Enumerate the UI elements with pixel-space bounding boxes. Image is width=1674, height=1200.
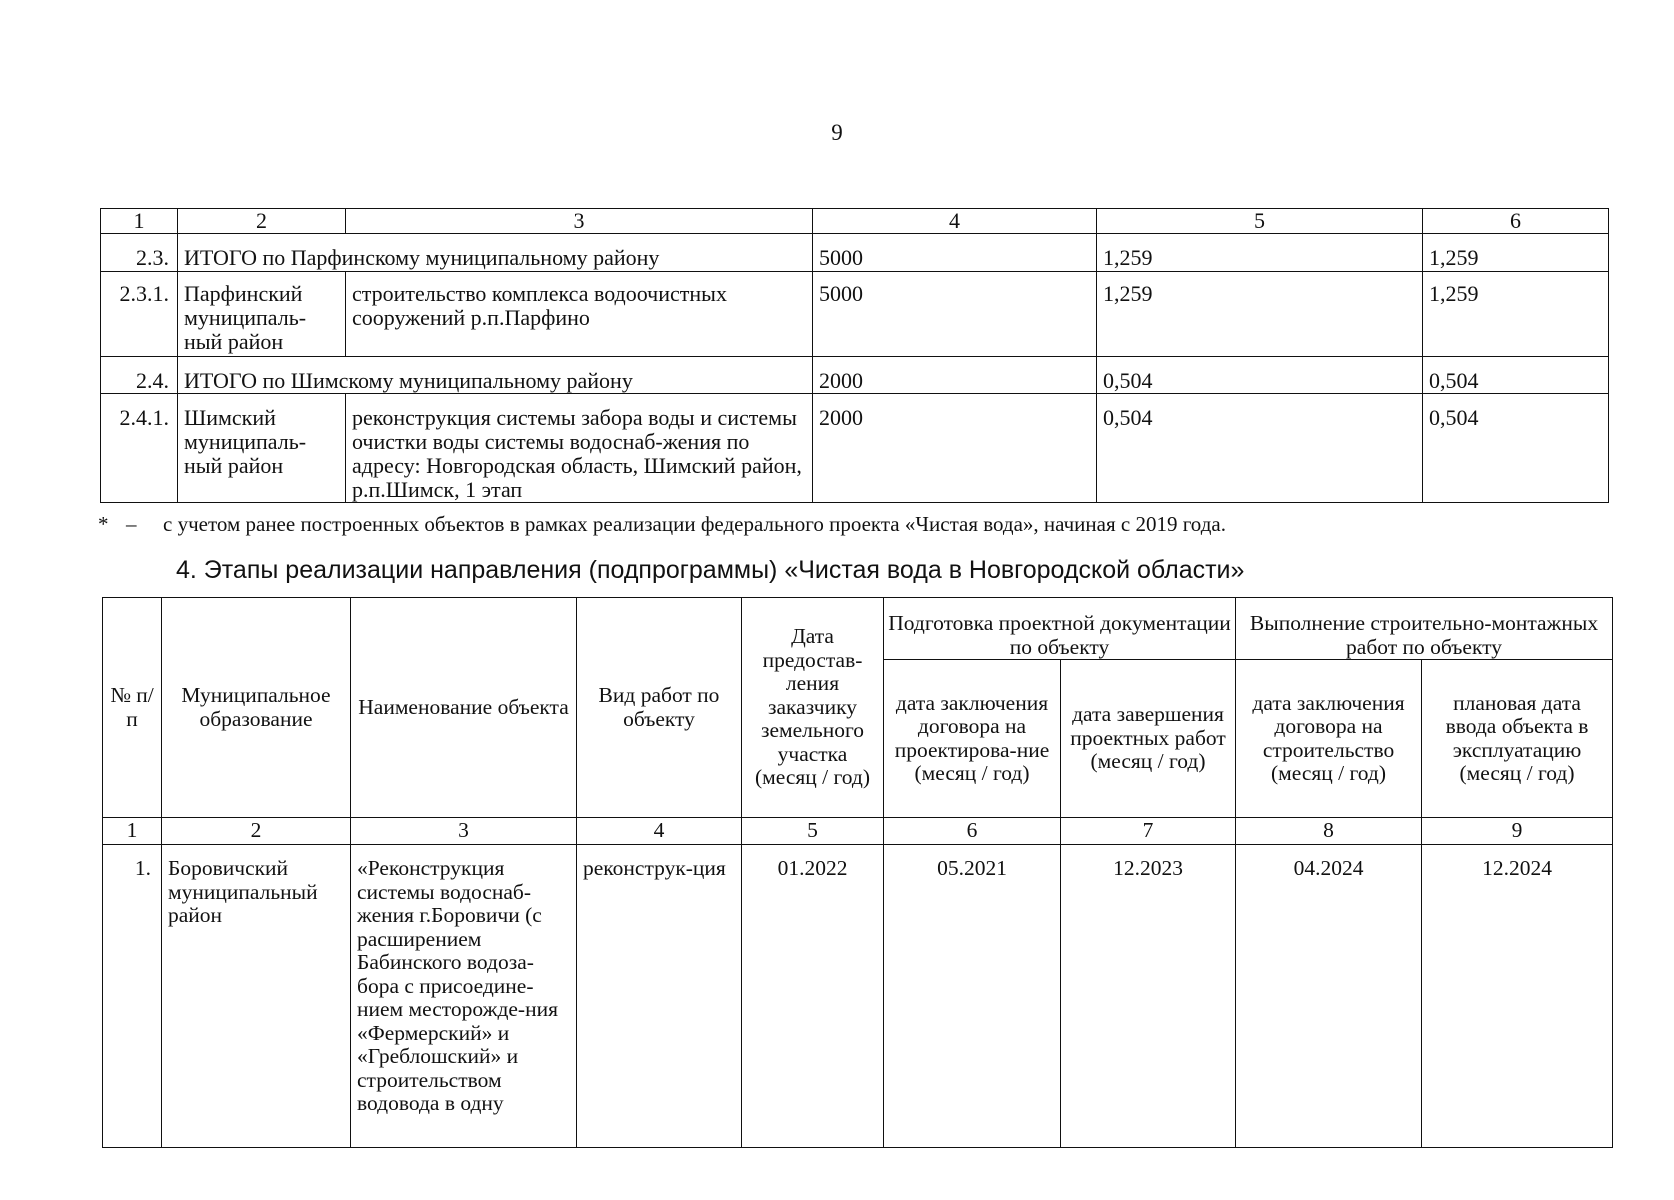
work-type-cell: реконструк-ция — [577, 845, 742, 1148]
value-cell: 2000 — [813, 394, 1097, 503]
header-design-complete: дата завершения проектных работ (месяц / год) — [1061, 660, 1236, 818]
column-number: 4 — [577, 818, 742, 845]
value-cell: 0,504 — [1423, 357, 1609, 394]
construction-contract-cell: 04.2024 — [1236, 845, 1422, 1148]
column-number: 2 — [162, 818, 351, 845]
land-date-cell: 01.2022 — [742, 845, 884, 1148]
table-row — [103, 845, 1613, 1148]
value-cell: 5000 — [813, 272, 1097, 357]
footnote — [98, 512, 1226, 537]
object-cell: реконструкция системы забора воды и системы очистки воды системы водоснаб-жения по адресу: Новгородская область, Шимский район, р.п.Шимск, 1 этап — [346, 394, 813, 503]
value-cell: 1,259 — [1097, 234, 1423, 272]
design-contract-cell: 05.2021 — [884, 845, 1061, 1148]
table-header-row — [103, 598, 1613, 660]
column-number: 3 — [346, 209, 813, 234]
municipality-cell: Парфинский муниципаль-ный район — [178, 272, 346, 357]
table-row — [101, 234, 1609, 272]
value-cell: 2000 — [813, 357, 1097, 394]
header-construction-contract: дата заключения договора на строительство (месяц / год) — [1236, 660, 1422, 818]
stages-table — [102, 597, 1613, 1148]
funding-table — [100, 208, 1609, 503]
row-number: 2.3.1. — [101, 272, 178, 357]
footnote-dash: – — [126, 512, 137, 536]
value-cell: 0,504 — [1097, 394, 1423, 503]
row-number: 2.3. — [101, 234, 178, 272]
header-land-date: Дата предостав-ления заказчику земельного участка (месяц / год) — [742, 598, 884, 818]
header-object: Наименование объекта — [351, 598, 577, 818]
header-municipality: Муниципальное образование — [162, 598, 351, 818]
footnote-star: * — [98, 512, 109, 536]
column-number: 6 — [1423, 209, 1609, 234]
header-work-type: Вид работ по объекту — [577, 598, 742, 818]
value-cell: 1,259 — [1423, 234, 1609, 272]
column-number: 3 — [351, 818, 577, 845]
row-number: 2.4. — [101, 357, 178, 394]
page-number: 9 — [831, 120, 843, 145]
municipality-cell: Боровичский муниципальный район — [162, 845, 351, 1148]
column-number: 7 — [1061, 818, 1236, 845]
row-title: ИТОГО по Шимскому муниципальному району — [178, 357, 813, 394]
design-complete-cell: 12.2023 — [1061, 845, 1236, 1148]
row-number: 1. — [103, 845, 162, 1148]
column-number: 1 — [103, 818, 162, 845]
column-number: 5 — [1097, 209, 1423, 234]
value-cell: 1,259 — [1423, 272, 1609, 357]
table-header-row — [101, 209, 1609, 234]
table-row — [101, 357, 1609, 394]
column-numbers-row — [103, 818, 1613, 845]
header-construction-group: Выполнение строительно-монтажных работ по объекту — [1236, 598, 1613, 660]
column-number: 4 — [813, 209, 1097, 234]
value-cell: 0,504 — [1097, 357, 1423, 394]
column-number: 8 — [1236, 818, 1422, 845]
header-commissioning: плановая дата ввода объекта в эксплуатацию (месяц / год) — [1422, 660, 1613, 818]
section-title: 4. Этапы реализации направления (подпрограммы) «Чистая вода в Новгородской области» — [176, 556, 1245, 584]
column-number: 9 — [1422, 818, 1613, 845]
header-num: № п/п — [103, 598, 162, 818]
column-number: 2 — [178, 209, 346, 234]
header-design-contract: дата заключения договора на проектирова-ние (месяц / год) — [884, 660, 1061, 818]
value-cell: 5000 — [813, 234, 1097, 272]
row-number: 2.4.1. — [101, 394, 178, 503]
object-cell: строительство комплекса водоочистных сооружений р.п.Парфино — [346, 272, 813, 357]
object-cell: «Реконструкция системы водоснаб-жения г.Боровичи (с расширением Бабинского водоза-бора с присоедине-нием месторожде-ния «Фермерский» и «Греблошский» и строительством водовода в одну — [351, 845, 577, 1148]
table-row — [101, 394, 1609, 503]
value-cell: 1,259 — [1097, 272, 1423, 357]
commissioning-cell: 12.2024 — [1422, 845, 1613, 1148]
value-cell: 0,504 — [1423, 394, 1609, 503]
footnote-text: с учетом ранее построенных объектов в рамках реализации федерального проекта «Чистая вода», начиная с 2019 года. — [163, 512, 1226, 536]
table-row — [101, 272, 1609, 357]
column-number: 1 — [101, 209, 178, 234]
row-title: ИТОГО по Парфинскому муниципальному району — [178, 234, 813, 272]
column-number: 6 — [884, 818, 1061, 845]
column-number: 5 — [742, 818, 884, 845]
header-design-group: Подготовка проектной документации по объекту — [884, 598, 1236, 660]
municipality-cell: Шимский муниципаль-ный район — [178, 394, 346, 503]
